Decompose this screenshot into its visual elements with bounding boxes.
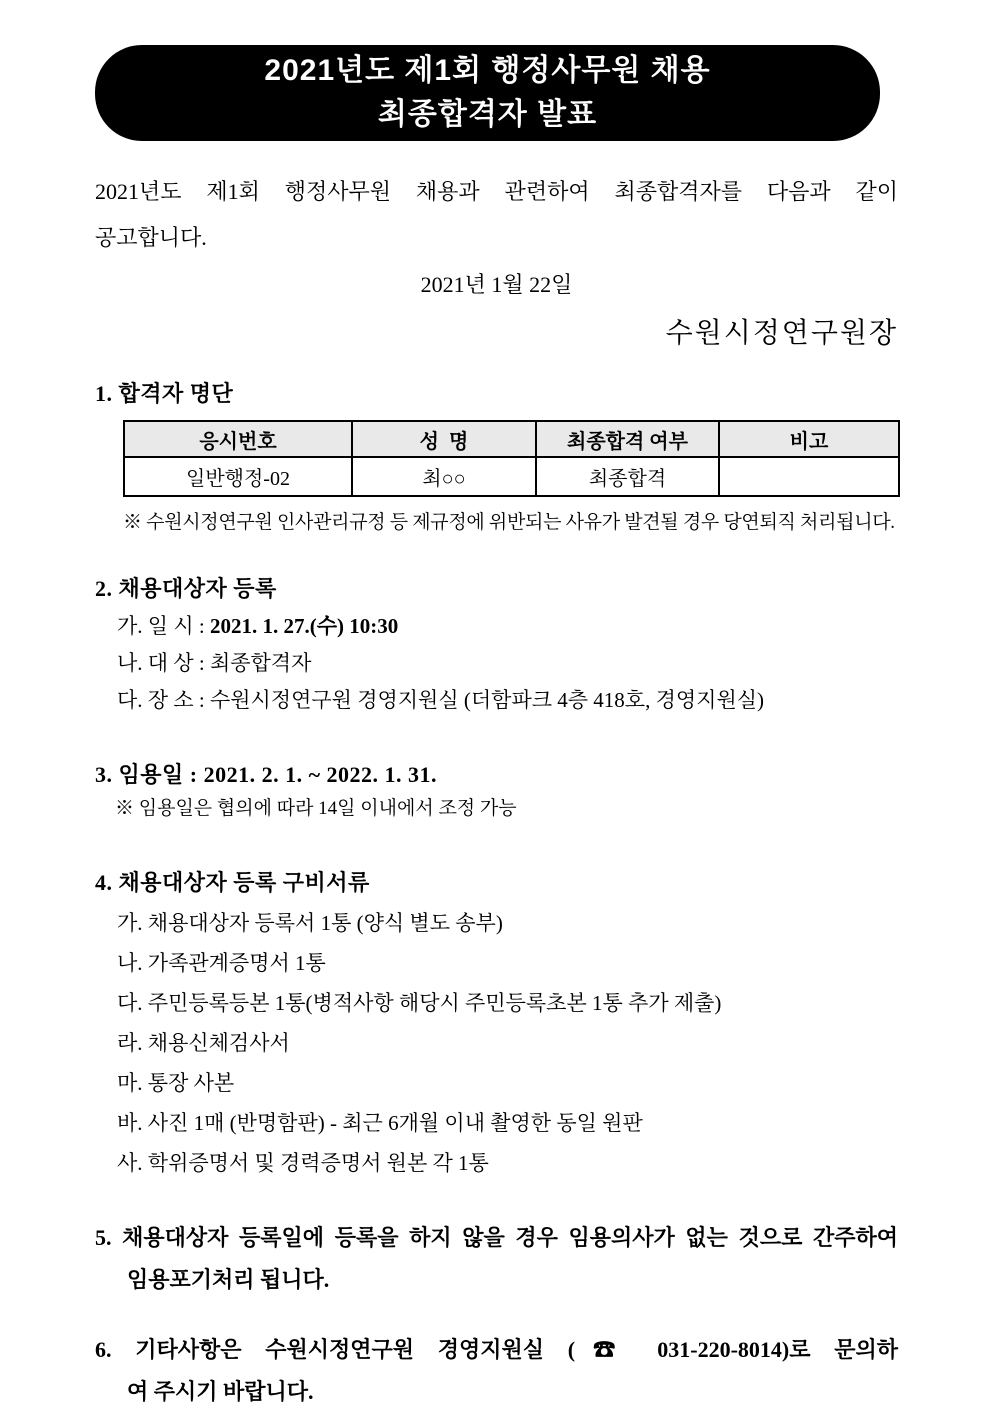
section2-item-datetime bbox=[117, 613, 898, 640]
item-label: 나. 대 상 : bbox=[117, 651, 210, 675]
col-header-final-pass: 최종합격 여부 bbox=[536, 421, 719, 457]
section6-line-2: 여 주시기 바랍니다. bbox=[127, 1379, 314, 1404]
section4-item-registration-form: 가. 채용대상자 등록서 1통 (양식 별도 송부) bbox=[117, 911, 503, 935]
signer-title: 수원시정연구원장 bbox=[665, 318, 898, 349]
section5-line-2: 임용포기처리 됩니다. bbox=[127, 1267, 330, 1292]
item-label: 가. 일 시 : bbox=[117, 614, 210, 638]
section4-item-resident-register: 다. 주민등록등본 1통(병적사항 해당시 주민등록초본 1통 추가 제출) bbox=[117, 991, 722, 1015]
section4-item-family-certificate: 나. 가족관계증명서 1통 bbox=[117, 951, 326, 975]
section4-item-degree-career-certificates: 사. 학위증명서 및 경력증명서 원본 각 1통 bbox=[117, 1151, 489, 1175]
table-footnote: ※ 수원시정연구원 인사관리규정 등 제규정에 위반되는 사유가 발견될 경우 당연퇴직 처리됩니다. bbox=[123, 512, 895, 533]
section2-item-target bbox=[117, 650, 898, 677]
item-value: 2021. 1. 27.(수) 10:30 bbox=[209, 614, 399, 638]
section1-heading: 1. 합격자 명단 bbox=[95, 381, 234, 406]
section2-heading: 2. 채용대상자 등록 bbox=[95, 576, 277, 601]
section3-heading: 3. 임용일 : 2021. 2. 1. ~ 2022. 1. 31. bbox=[95, 762, 438, 787]
cell-name: 최○○ bbox=[352, 457, 536, 496]
title-line-2: 최종합격자 발표 bbox=[377, 98, 598, 131]
pass-list-table bbox=[123, 420, 900, 497]
section2-item-place bbox=[117, 687, 898, 714]
col-header-remarks: 비고 bbox=[719, 421, 899, 457]
section4-item-bankbook-copy: 마. 통장 사본 bbox=[117, 1071, 235, 1095]
item-label: 다. 장 소 : bbox=[117, 688, 210, 712]
section4-item-medical-exam: 라. 채용신체검사서 bbox=[117, 1031, 290, 1055]
section4-heading: 4. 채용대상자 등록 구비서류 bbox=[95, 870, 370, 895]
announcement-date: 2021년 1월 22일 bbox=[420, 272, 573, 297]
cell-exam-number: 일반행정-02 bbox=[124, 457, 352, 496]
intro-paragraph-line-2: 공고합니다. bbox=[95, 225, 207, 250]
cell-final-pass: 최종합격 bbox=[536, 457, 719, 496]
title-banner bbox=[95, 45, 880, 141]
title-line-1: 2021년도 제1회 행정사무원 채용 bbox=[264, 54, 711, 87]
section3-footnote: ※ 임용일은 협의에 따라 14일 이내에서 조정 가능 bbox=[115, 798, 517, 819]
intro-paragraph-line-1: 2021년도 제1회 행정사무원 채용과 관련하여 최종합격자를 다음과 같이 bbox=[95, 179, 898, 204]
table-header-row bbox=[124, 421, 899, 457]
cell-remarks bbox=[719, 457, 899, 496]
section4-item-photo: 바. 사진 1매 (반명함판) - 최근 6개월 이내 촬영한 동일 원판 bbox=[117, 1111, 643, 1135]
item-value: 수원시정연구원 경영지원실 (더함파크 4층 418호, 경영지원실) bbox=[209, 688, 765, 712]
table-row bbox=[124, 457, 899, 496]
item-value: 최종합격자 bbox=[209, 651, 312, 675]
section6-line-1: 6. 기타사항은 수원시정연구원 경영지원실 (☎ 031-220-8014)로 문의하 bbox=[95, 1337, 898, 1362]
col-header-exam-number: 응시번호 bbox=[124, 421, 352, 457]
col-header-name: 성 명 bbox=[352, 421, 536, 457]
section5-line-1: 5. 채용대상자 등록일에 등록을 하지 않을 경우 임용의사가 없는 것으로 간주하여 bbox=[95, 1225, 898, 1250]
